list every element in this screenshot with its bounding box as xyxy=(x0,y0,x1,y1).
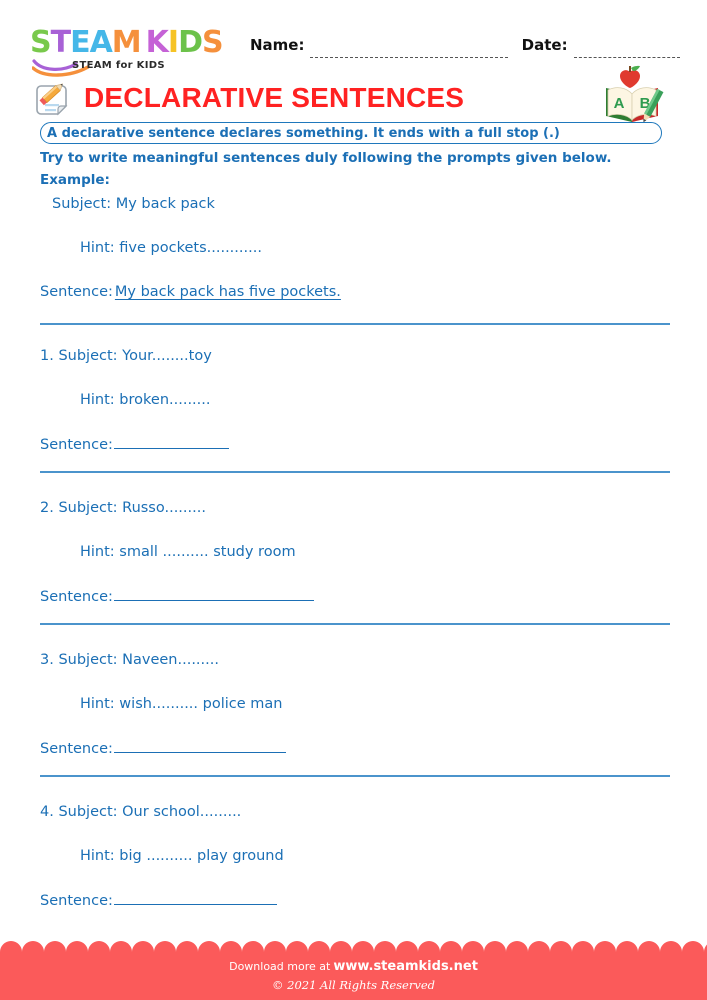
question-2-sentence xyxy=(40,588,314,605)
logo-letter: I xyxy=(167,25,179,60)
question-3-answer-blank[interactable] xyxy=(114,740,286,753)
example-hint: Hint: five pockets............ xyxy=(80,240,262,256)
divider xyxy=(40,471,670,473)
question-4-answer-blank[interactable] xyxy=(114,892,277,905)
question-2-hint: Hint: small .......... study room xyxy=(80,544,296,560)
logo-letter: M xyxy=(111,25,141,60)
logo-letter: S xyxy=(201,25,223,60)
divider xyxy=(40,623,670,625)
logo-letter: A xyxy=(89,25,112,60)
example-sentence xyxy=(40,284,341,300)
logo-letter: E xyxy=(70,25,90,60)
divider xyxy=(40,323,670,325)
logo-letter: T xyxy=(50,25,71,60)
date-input-line[interactable] xyxy=(574,57,680,58)
example-sentence-label: Sentence: xyxy=(40,284,113,300)
title-row xyxy=(0,80,707,120)
question-1-sentence xyxy=(40,436,229,453)
question-1-sentence-label: Sentence: xyxy=(40,437,113,453)
question-3-sentence-label: Sentence: xyxy=(40,741,113,757)
question-1-answer-blank[interactable] xyxy=(114,436,229,449)
instruction-text: Try to write meaningful sentences duly following the prompts given below. xyxy=(40,150,612,166)
svg-text:B: B xyxy=(639,95,651,112)
question-3-subject: 3. Subject: Naveen......... xyxy=(40,652,219,668)
footer-scallop-edge xyxy=(0,938,707,952)
steam-kids-logo xyxy=(30,25,230,76)
divider xyxy=(40,775,670,777)
logo-letter: K xyxy=(145,25,168,60)
question-3-hint: Hint: wish.......... police man xyxy=(80,696,283,712)
example-subject: Subject: My back pack xyxy=(52,196,215,212)
example-sentence-answer: My back pack has five pockets. xyxy=(114,284,341,300)
definition-text: A declarative sentence declares something. It ends with a full stop (.) xyxy=(47,125,560,141)
question-4-subject: 4. Subject: Our school......... xyxy=(40,804,242,820)
footer-website-link[interactable]: www.steamkids.net xyxy=(333,959,478,974)
notepad-pencil-icon xyxy=(34,80,76,120)
name-input-line[interactable] xyxy=(310,57,508,58)
footer-download-prefix: Download more at xyxy=(229,960,331,973)
definition-callout xyxy=(40,122,662,144)
question-2-answer-blank[interactable] xyxy=(114,588,314,601)
logo-letter: S xyxy=(30,25,51,60)
question-4-sentence-label: Sentence: xyxy=(40,893,113,909)
question-3-sentence xyxy=(40,740,286,757)
question-4-sentence xyxy=(40,892,277,909)
footer-copyright: © 2021 All Rights Reserved xyxy=(271,978,435,992)
question-2-sentence-label: Sentence: xyxy=(40,589,113,605)
page-title: DECLARATIVE SENTENCES xyxy=(84,82,465,113)
footer-download-text xyxy=(0,959,707,974)
abc-book-apple-pencil-icon xyxy=(600,64,676,130)
name-date-row xyxy=(250,36,680,62)
question-4-hint: Hint: big .......... play ground xyxy=(80,848,284,864)
svg-text:A: A xyxy=(613,95,625,112)
logo-tagline: STEAM for KIDS xyxy=(72,60,165,71)
logo-letter: D xyxy=(178,25,202,60)
question-2-subject: 2. Subject: Russo......... xyxy=(40,500,206,516)
example-label: Example: xyxy=(40,172,110,188)
date-label: Date: xyxy=(521,36,568,54)
logo-tagline-wrap xyxy=(30,59,230,77)
question-1-hint: Hint: broken......... xyxy=(80,392,211,408)
logo-wordmark xyxy=(30,25,230,60)
page-footer xyxy=(0,938,707,1000)
question-1-subject: 1. Subject: Your........toy xyxy=(40,348,212,364)
name-label: Name: xyxy=(250,36,305,54)
